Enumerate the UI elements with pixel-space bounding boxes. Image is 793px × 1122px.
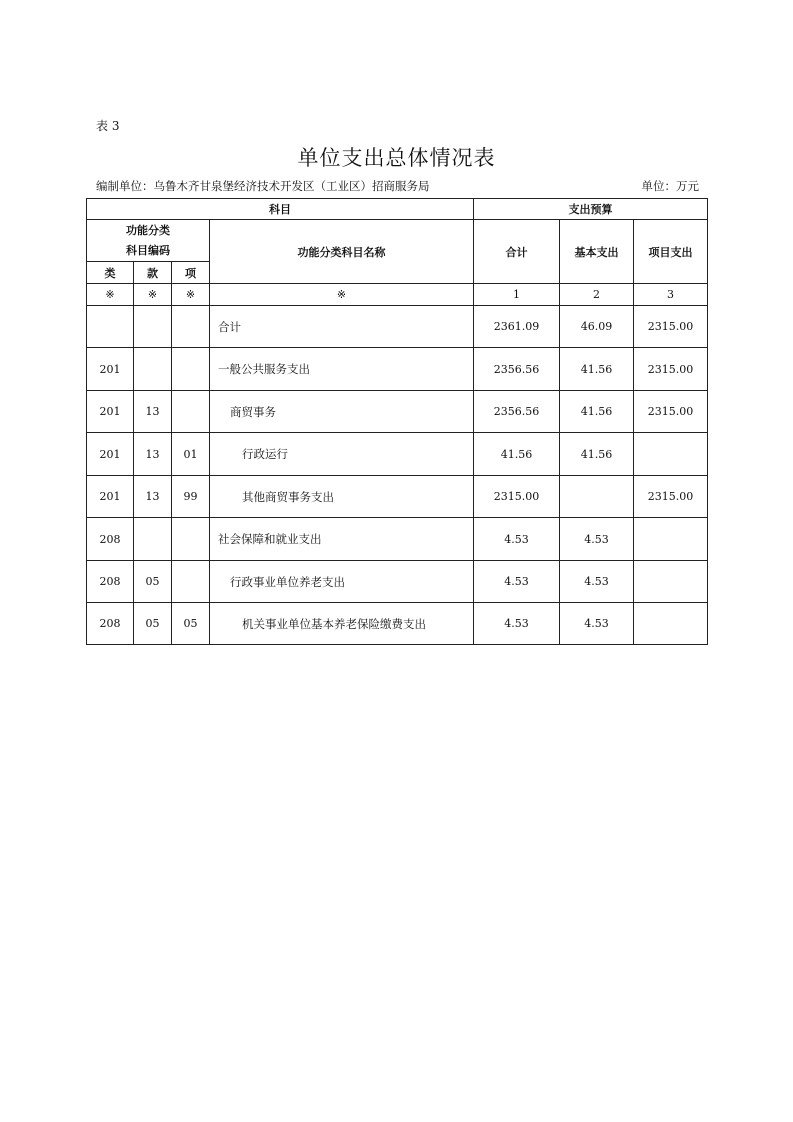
cell-lei: 201 [87, 476, 134, 518]
header-project: 项目支出 [634, 220, 708, 284]
table-row [87, 391, 708, 433]
header-lei: 类 [87, 262, 134, 284]
cell-lei: 201 [87, 391, 134, 433]
cell-xiang [172, 561, 210, 603]
cell-name: 一般公共服务支出 [210, 348, 474, 391]
cell-total: 2361.09 [474, 306, 560, 348]
cell-xiang [172, 348, 210, 391]
cell-lei: 201 [87, 433, 134, 476]
cell-xiang [172, 306, 210, 348]
cell-total: 2356.56 [474, 391, 560, 433]
cell-name: 行政运行 [210, 433, 474, 476]
cell-kuan: 05 [134, 561, 172, 603]
cell-kuan: 13 [134, 433, 172, 476]
cell-lei: 208 [87, 561, 134, 603]
cell-project [634, 561, 708, 603]
cell-kuan: 13 [134, 391, 172, 433]
cell-lei: 208 [87, 518, 134, 561]
header-func-code-line2: 科目编码 [126, 243, 170, 257]
header-subject: 科目 [87, 199, 474, 220]
cell-project [634, 603, 708, 645]
header-basic: 基本支出 [560, 220, 634, 284]
cell-total: 2356.56 [474, 348, 560, 391]
header-total: 合计 [474, 220, 560, 284]
cell-kuan: 05 [134, 603, 172, 645]
index-kuan: ※ [134, 284, 172, 306]
page-title: 单位支出总体情况表 [297, 146, 496, 170]
cell-total: 4.53 [474, 518, 560, 561]
header-xiang: 项 [172, 262, 210, 284]
cell-name: 合计 [210, 306, 474, 348]
cell-kuan [134, 306, 172, 348]
cell-xiang [172, 391, 210, 433]
cell-xiang: 99 [172, 476, 210, 518]
table-row [87, 433, 708, 476]
cell-kuan [134, 348, 172, 391]
expenditure-table [86, 198, 708, 645]
cell-kuan [134, 518, 172, 561]
index-c1: 1 [474, 284, 560, 306]
table-row [87, 561, 708, 603]
table-row [87, 603, 708, 645]
table-row [87, 476, 708, 518]
cell-total: 2315.00 [474, 476, 560, 518]
cell-basic: 4.53 [560, 518, 634, 561]
table-row [87, 518, 708, 561]
index-name: ※ [210, 284, 474, 306]
table-row [87, 348, 708, 391]
cell-lei: 201 [87, 348, 134, 391]
cell-project [634, 433, 708, 476]
header-func-code [87, 220, 210, 262]
cell-xiang: 05 [172, 603, 210, 645]
header-budget: 支出预算 [474, 199, 708, 220]
header-kuan: 款 [134, 262, 172, 284]
cell-project: 2315.00 [634, 391, 708, 433]
index-c2: 2 [560, 284, 634, 306]
index-c3: 3 [634, 284, 708, 306]
cell-name: 其他商贸事务支出 [210, 476, 474, 518]
cell-kuan: 13 [134, 476, 172, 518]
index-xiang: ※ [172, 284, 210, 306]
cell-basic: 46.09 [560, 306, 634, 348]
header-func-name: 功能分类科目名称 [210, 220, 474, 284]
cell-basic: 4.53 [560, 561, 634, 603]
cell-basic [560, 476, 634, 518]
cell-xiang: 01 [172, 433, 210, 476]
compiler-unit: 编制单位：乌鲁木齐甘泉堡经济技术开发区（工业区）招商服务局 [96, 179, 430, 193]
header-func-code-line1: 功能分类 [126, 223, 170, 237]
index-row [87, 284, 708, 306]
cell-total: 4.53 [474, 561, 560, 603]
cell-name: 商贸事务 [210, 391, 474, 433]
cell-project: 2315.00 [634, 306, 708, 348]
cell-total: 4.53 [474, 603, 560, 645]
cell-basic: 41.56 [560, 348, 634, 391]
table-row [87, 306, 708, 348]
cell-basic: 41.56 [560, 391, 634, 433]
cell-name: 社会保障和就业支出 [210, 518, 474, 561]
cell-lei [87, 306, 134, 348]
cell-lei: 208 [87, 603, 134, 645]
cell-basic: 4.53 [560, 603, 634, 645]
cell-name: 机关事业单位基本养老保险缴费支出 [210, 603, 474, 645]
index-lei: ※ [87, 284, 134, 306]
cell-xiang [172, 518, 210, 561]
cell-name: 行政事业单位养老支出 [210, 561, 474, 603]
cell-project: 2315.00 [634, 348, 708, 391]
cell-total: 41.56 [474, 433, 560, 476]
cell-project: 2315.00 [634, 476, 708, 518]
currency-unit: 单位：万元 [641, 179, 699, 193]
cell-basic: 41.56 [560, 433, 634, 476]
table-label: 表 3 [96, 119, 120, 133]
cell-project [634, 518, 708, 561]
